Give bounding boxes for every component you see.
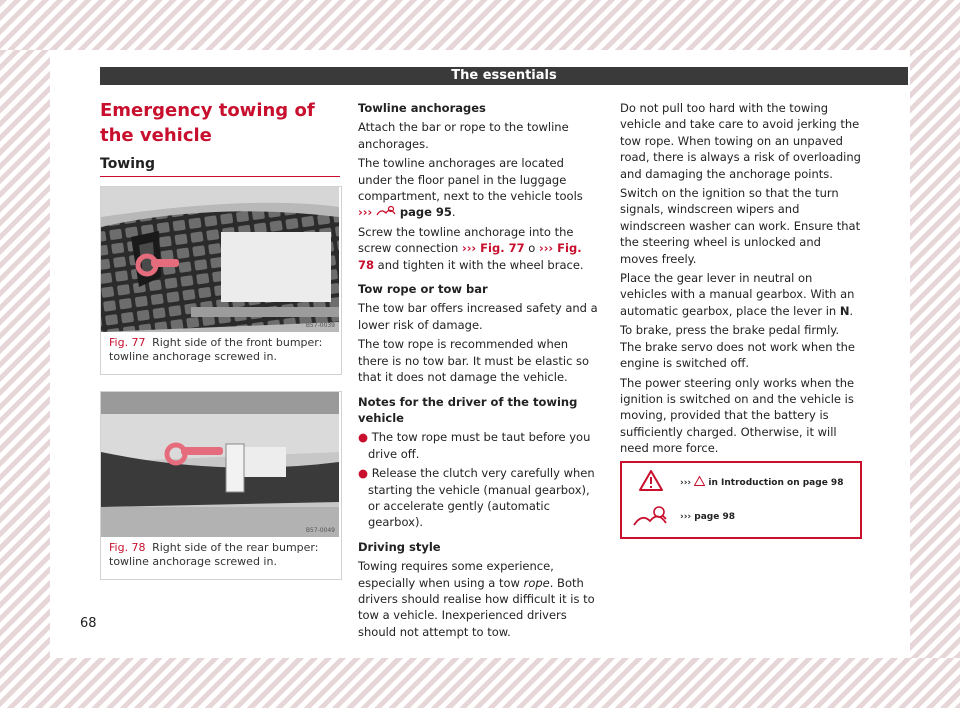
page-border-top bbox=[0, 0, 960, 50]
image-code: B57-0039 bbox=[305, 322, 335, 329]
figure-label: Fig. 78 bbox=[109, 541, 146, 554]
figure-caption-text: Right side of the rear bumper: towline anchorage screwed in. bbox=[109, 541, 319, 568]
cross-ref-arrow[interactable]: ››› bbox=[538, 241, 554, 256]
paragraph: The power steering only works when the ignition is switched on and the vehicle is moving, provided that the battery is sufficiently charged. Otherwise, it will need more force. bbox=[620, 375, 855, 456]
fig-77-link[interactable]: Fig. 77 bbox=[476, 241, 525, 256]
text-run: Towing requires some experience, especially when using a tow bbox=[358, 559, 554, 590]
heading-notes-driver: Notes for the driver of the towing vehicle bbox=[358, 394, 578, 425]
cross-ref-arrow: ››› bbox=[680, 478, 692, 488]
heading-tow-rope: Tow rope or tow bar bbox=[358, 282, 488, 297]
title-underline bbox=[100, 176, 340, 177]
page-ref[interactable]: page 95 bbox=[395, 205, 452, 220]
figure-label: Fig. 77 bbox=[109, 336, 146, 349]
page-border-right bbox=[910, 50, 960, 658]
figure-caption-text: Right side of the front bumper: towline anchorage screwed in. bbox=[109, 336, 323, 363]
ref-text: in Introduction on page 98 bbox=[705, 478, 844, 488]
cross-ref-arrow: ››› bbox=[680, 512, 692, 522]
warning-ref-row bbox=[622, 469, 860, 495]
figure-77 bbox=[100, 186, 342, 375]
fig-78-link[interactable]: Fig. 78 bbox=[358, 241, 582, 272]
page bbox=[50, 50, 910, 658]
book-ref-text[interactable] bbox=[680, 512, 735, 522]
text-run: Place the gear lever in neutral on vehicles with a manual gearbox. With an automatic gearbox, place the lever in bbox=[620, 271, 855, 318]
rear-bumper-photo bbox=[101, 392, 339, 537]
paragraph bbox=[358, 224, 600, 273]
book-icon bbox=[632, 505, 668, 529]
text-run: . bbox=[451, 205, 456, 220]
paragraph bbox=[358, 558, 600, 640]
text-run: . bbox=[849, 303, 854, 318]
warning-icon bbox=[694, 476, 705, 486]
paragraph bbox=[620, 270, 862, 319]
section-title bbox=[100, 98, 340, 148]
book-icon bbox=[376, 205, 396, 217]
ref-text: page 98 bbox=[691, 512, 735, 522]
list-item bbox=[358, 465, 600, 531]
paragraph: Switch on the ignition so that the turn signals, windscreen wipers and windscreen washer can work. Ensure that the steering wheel is unlocked and moves freely. bbox=[620, 186, 861, 266]
list-item-text: The tow rope must be taut before you drive off. bbox=[368, 430, 591, 461]
text-run: . Both drivers should realise how difficult it is to tow a vehicle. Inexperienced drivers should not attempt to tow. bbox=[358, 575, 595, 639]
gear-position: N bbox=[839, 303, 850, 318]
cross-ref-arrow[interactable]: ››› bbox=[461, 241, 477, 256]
figure-caption bbox=[101, 537, 341, 569]
warning-icon bbox=[638, 469, 664, 493]
list-item bbox=[358, 429, 600, 462]
page-border-bottom bbox=[0, 658, 960, 708]
paragraph: The tow bar offers increased safety and a lower risk of damage. bbox=[358, 301, 598, 332]
bullet-icon: ● bbox=[358, 466, 369, 481]
references-box bbox=[620, 461, 862, 539]
chapter-header: The essentials bbox=[100, 67, 908, 85]
text-column-right bbox=[620, 100, 862, 495]
paragraph: The tow rope is recommended when there is no tow bar. It must be elastic so that it does not damage the vehicle. bbox=[358, 337, 590, 385]
text-column-middle bbox=[358, 100, 600, 643]
paragraph: To brake, press the brake pedal firmly. The brake servo does not work when the engine is switched off. bbox=[620, 323, 856, 371]
text-run: The towline anchorages are located under the floor panel in the luggage compartment, next to the vehicle tools bbox=[358, 156, 583, 204]
text-run: Screw the towline anchorage into the screw connection bbox=[358, 224, 574, 256]
page-number: 68 bbox=[80, 616, 97, 631]
front-bumper-photo bbox=[101, 187, 339, 332]
section-title-text: Emergency towing of the vehicle bbox=[100, 100, 315, 146]
warning-ref-text[interactable] bbox=[680, 476, 843, 488]
book-ref-row bbox=[622, 505, 860, 531]
heading-driving-style: Driving style bbox=[358, 539, 441, 554]
text-run: and tighten it with the wheel brace. bbox=[374, 257, 584, 272]
bullet-icon: ● bbox=[358, 430, 369, 445]
page-border-left bbox=[0, 50, 50, 658]
paragraph: Do not pull too hard with the towing vehicle and take care to avoid jerking the tow rope. When towing on an unpaved road, there is always a risk of overloading and damaging the anchorage points. bbox=[620, 101, 861, 181]
paragraph: Attach the bar or rope to the towline anchorages. bbox=[358, 120, 569, 151]
paragraph bbox=[358, 155, 600, 221]
list-item-text: Release the clutch very carefully when starting the vehicle (manual gearbox), or accelerate gently (automatic gearbox). bbox=[368, 466, 595, 530]
figure-caption bbox=[101, 332, 341, 364]
cross-ref-arrow[interactable]: ››› bbox=[358, 205, 373, 220]
heading-towline-anchorages: Towline anchorages bbox=[358, 101, 486, 115]
image-code: B57-0049 bbox=[305, 527, 335, 534]
subsection-title: Towing bbox=[100, 156, 156, 172]
emphasis: rope bbox=[523, 575, 550, 590]
figure-78 bbox=[100, 391, 342, 580]
text-run: o bbox=[524, 241, 539, 256]
